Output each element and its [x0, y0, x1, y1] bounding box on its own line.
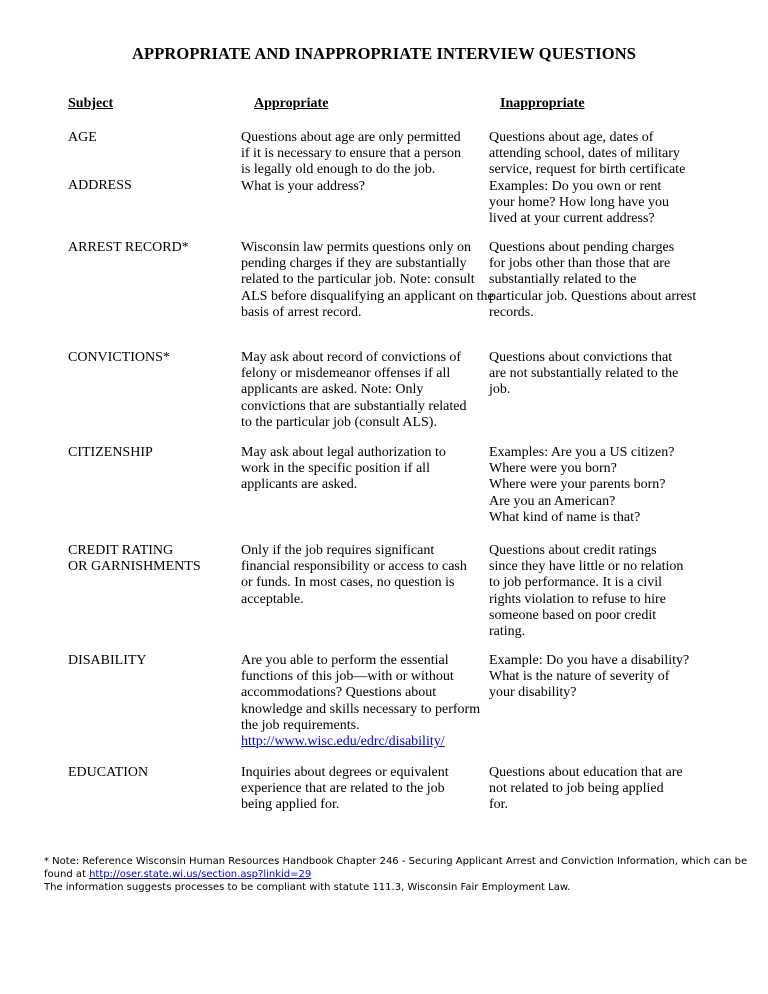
text-line: to the particular job (consult ALS). — [241, 414, 437, 430]
text-line: applicants are asked. — [241, 477, 358, 493]
text-line: Examples: Are you a US citizen? — [489, 445, 675, 460]
text-line: What is the nature of severity of — [489, 669, 670, 685]
text-line: Only if the job requires significant — [241, 543, 435, 558]
text-line: knowledge and skills necessary to perform — [241, 701, 481, 717]
inappropriate-credit-rating — [489, 543, 683, 640]
text-line: for jobs other than those that are — [489, 256, 671, 272]
text-line: Questions about credit ratings — [489, 543, 657, 558]
text-line: to job performance. It is a civil — [489, 575, 662, 591]
text-line: experience that are related to the job — [241, 781, 445, 797]
footnote — [44, 855, 748, 894]
text-line: someone based on poor credit — [489, 607, 657, 623]
subject-convictions: CONVICTIONS* — [68, 350, 170, 365]
text-line: Inquiries about degrees or equivalent — [241, 765, 449, 780]
inappropriate-citizenship — [489, 445, 674, 526]
subject-education: EDUCATION — [68, 765, 149, 780]
text-line: not related to job being applied — [489, 781, 664, 797]
text-line: Where were you born? — [489, 461, 617, 477]
text-line: the job requirements. — [241, 717, 360, 733]
text-line: What kind of name is that? — [489, 509, 641, 525]
subject-arrest-record: ARREST RECORD* — [68, 240, 189, 255]
text-line: financial responsibility or access to cash — [241, 559, 467, 575]
text-line: are not substantially related to the — [489, 366, 679, 382]
appropriate-convictions — [241, 350, 466, 431]
text-line: basis of arrest record. — [241, 304, 362, 320]
text-line: or funds. In most cases, no question is — [241, 575, 455, 591]
appropriate-credit-rating — [241, 543, 467, 608]
text-line: Example: Do you have a disability? — [489, 653, 690, 668]
inappropriate-age — [489, 130, 685, 227]
text-line: felony or misdemeanor offenses if all — [241, 366, 451, 382]
text-line: particular job. Questions about arrest — [489, 288, 697, 304]
column-header-inappropriate: Inappropriate — [500, 96, 585, 111]
text-line: What is your address? — [241, 178, 366, 194]
text-line: rights violation to refuse to hire — [489, 591, 666, 607]
inappropriate-arrest-record — [489, 240, 696, 321]
text-line: ALS before disqualifying an applicant on the — [241, 288, 494, 304]
column-header-appropriate: Appropriate — [254, 96, 329, 111]
text-line: CREDIT RATING — [68, 543, 174, 558]
subject-credit-rating — [68, 543, 201, 575]
inappropriate-convictions — [489, 350, 678, 399]
page-title: APPROPRIATE AND INAPPROPRIATE INTERVIEW QUESTIONS — [132, 44, 636, 63]
text-line: attending school, dates of military — [489, 146, 680, 162]
subject-address: ADDRESS — [68, 178, 132, 193]
appropriate-age — [241, 130, 461, 195]
text-line: rating. — [489, 624, 526, 640]
footnote-line — [44, 868, 744, 881]
inappropriate-disability — [489, 653, 689, 702]
subject-age: AGE — [68, 130, 97, 145]
footnote-line: The information suggests processes to be compliant with statute 111.3, Wisconsin Fair Employment Law. — [44, 882, 571, 893]
column-header-subject: Subject — [68, 96, 114, 111]
text-line: Questions about education that are — [489, 765, 683, 780]
text-line: pending charges if they are substantially — [241, 256, 467, 272]
text-line: Questions about age are only permitted — [241, 130, 461, 145]
subject-citizenship: CITIZENSHIP — [68, 445, 153, 460]
text-line: applicants are asked. Note: Only — [241, 382, 424, 398]
text-line: your home? How long have you — [489, 194, 670, 210]
text-line: convictions that are substantially related — [241, 398, 467, 414]
text-line: Where were your parents born? — [489, 477, 666, 493]
oser-handbook-link[interactable]: http://oser.state.wi.us/section.asp?linkid=29 — [89, 869, 312, 880]
text-line: OR GARNISHMENTS — [68, 559, 201, 575]
appropriate-education — [241, 765, 449, 814]
text-line: Questions about convictions that — [489, 350, 673, 365]
text-line: functions of this job—with or without — [241, 669, 454, 685]
text-line: Are you an American? — [489, 493, 616, 509]
text-line: is legally old enough to do the job. — [241, 162, 436, 178]
text-line: Wisconsin law permits questions only on — [241, 240, 472, 255]
text-line: if it is necessary to ensure that a person — [241, 146, 462, 162]
text-line: service, request for birth certificate — [489, 162, 686, 178]
text-line: since they have little or no relation — [489, 559, 684, 575]
text-line: Questions about age, dates of — [489, 130, 654, 145]
text-line: acceptable. — [241, 591, 304, 607]
disability-resource-link[interactable]: http://www.wisc.edu/edrc/disability/ — [241, 734, 445, 750]
appropriate-arrest-record — [241, 240, 494, 321]
appropriate-citizenship — [241, 445, 446, 494]
text-line: May ask about record of convictions of — [241, 350, 462, 365]
text-line: accommodations? Questions about — [241, 685, 437, 701]
text-line: records. — [489, 304, 534, 320]
text-line: related to the particular job. Note: consult — [241, 272, 475, 288]
text-line: your disability? — [489, 685, 577, 701]
footnote-line: * Note: Reference Wisconsin Human Resources Handbook Chapter 246 - Securing Applicant Arrest and Conviction Information, which can be — [44, 856, 748, 867]
subject-disability: DISABILITY — [68, 653, 147, 668]
text-line: being applied for. — [241, 797, 340, 813]
text-line: for. — [489, 797, 509, 813]
text-line: May ask about legal authorization to — [241, 445, 446, 460]
text-line: lived at your current address? — [489, 211, 655, 227]
footnote-prefix: found at — [44, 869, 90, 880]
inappropriate-education — [489, 765, 683, 814]
text-line: Examples: Do you own or rent — [489, 178, 662, 194]
text-line: Questions about pending charges — [489, 240, 675, 255]
appropriate-disability — [241, 653, 480, 750]
text-line: work in the specific position if all — [241, 461, 430, 477]
text-line: Are you able to perform the essential — [241, 653, 449, 668]
text-line: substantially related to the — [489, 272, 637, 288]
text-line: job. — [489, 382, 511, 398]
